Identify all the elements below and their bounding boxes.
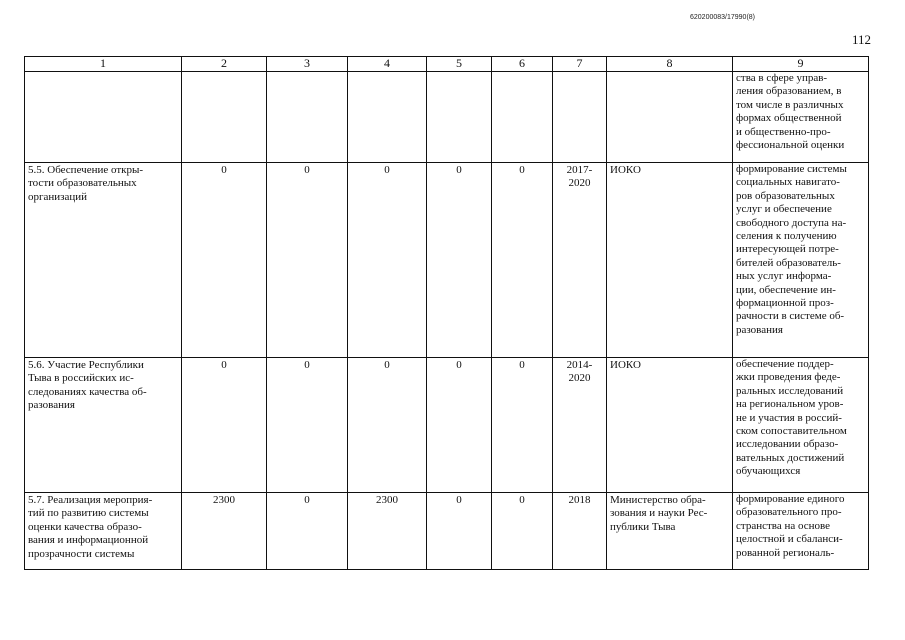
program-table: [24, 56, 869, 570]
table-cell-activity: 5.5. Обеспечение откры- тости образовательных организаций: [25, 163, 182, 358]
column-header: 7: [553, 57, 607, 72]
table-cell: [267, 72, 348, 163]
table-cell-period: 2017- 2020: [553, 163, 607, 358]
table-cell-value: 0: [348, 163, 427, 358]
table-cell-value: 0: [427, 358, 492, 493]
table-cell-period: 2018: [553, 493, 607, 570]
table-row-continuation: [25, 72, 869, 163]
column-header: 8: [607, 57, 733, 72]
table-cell-value: 0: [267, 163, 348, 358]
table-cell-executor: Министерство обра- зования и науки Рес- публики Тыва: [607, 493, 733, 570]
table-cell-executor: ИОКО: [607, 163, 733, 358]
table-cell-value: 0: [182, 358, 267, 493]
table-cell-activity: 5.6. Участие Республики Тыва в российских ис- следованиях качества об- разования: [25, 358, 182, 493]
column-header: 5: [427, 57, 492, 72]
table-cell-value: 0: [182, 163, 267, 358]
column-number-row: [25, 57, 869, 72]
table-cell-value: 0: [492, 163, 553, 358]
column-header: 6: [492, 57, 553, 72]
document-id: 620200083/17990(8): [690, 14, 756, 21]
table-cell-value: 0: [492, 358, 553, 493]
table-row-5-6: [25, 358, 869, 493]
column-header: 9: [733, 57, 869, 72]
column-header: 4: [348, 57, 427, 72]
table-cell-value: 0: [267, 493, 348, 570]
table-cell-period: 2014- 2020: [553, 358, 607, 493]
table-cell-value: 2300: [182, 493, 267, 570]
table-cell-value: 0: [427, 493, 492, 570]
table-cell-result: ства в сфере управ- ления образованием, в том числе в различных формах общественной и общественно-про- фессиональной оценки: [733, 72, 869, 163]
table-cell-value: 0: [348, 358, 427, 493]
page-number: 112: [852, 32, 872, 47]
table-cell-result: формирование единого образовательного про- странства на основе целостной и сбаланси- рованной региональ-: [733, 493, 869, 570]
table-cell-activity: 5.7. Реализация мероприя- тий по развитию системы оценки качества образо- вания и информационной прозрачности системы: [25, 493, 182, 570]
table-cell-value: 0: [427, 163, 492, 358]
table-cell: [553, 72, 607, 163]
table-cell: [427, 72, 492, 163]
table-cell: [348, 72, 427, 163]
column-header: 2: [182, 57, 267, 72]
table-cell-value: 0: [267, 358, 348, 493]
table-row-5-7: [25, 493, 869, 570]
table-row-5-5: [25, 163, 869, 358]
table-cell: [25, 72, 182, 163]
table-cell-value: 0: [492, 493, 553, 570]
table-cell: [492, 72, 553, 163]
table-cell-executor: ИОКО: [607, 358, 733, 493]
table-cell-value: 2300: [348, 493, 427, 570]
table-cell: [607, 72, 733, 163]
table-cell-result: формирование системы социальных навигато- ров образовательных услуг и обеспечение свободного доступа на- селения к получению интересующей потре- бителей образователь- ных услуг информа- ции, обеспечение ин- формационной проз- рачности в системе об- разования: [733, 163, 869, 358]
table-cell: [182, 72, 267, 163]
column-header: 3: [267, 57, 348, 72]
table-cell-result: обеспечение поддер- жки проведения феде- ральных исследований на региональном уров- не и участия в россий- ском сопоставительном исследовании образо- вательных достижений обучающихся: [733, 358, 869, 493]
column-header: 1: [25, 57, 182, 72]
